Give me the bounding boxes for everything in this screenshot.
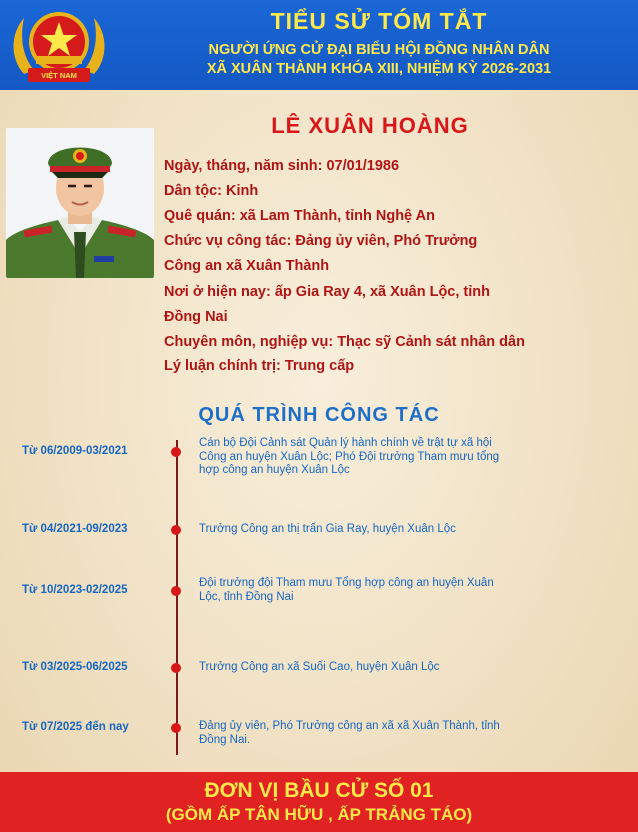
timeline-description-line: hợp công an huyện Xuân Lộc <box>199 464 350 476</box>
timeline-description-line: Đảng ủy viên, Phó Trưởng công an xã xã Xuân Thành, tỉnh <box>199 720 500 732</box>
candidate-portrait <box>6 128 154 278</box>
timeline-period: Từ 06/2009-03/2021 <box>22 445 128 457</box>
info-residence-line1: Nơi ở hiện nay: ấp Gia Ray 4, xã Xuân Lộc, tỉnh <box>164 284 490 300</box>
timeline-dot <box>171 525 181 535</box>
national-emblem-icon <box>6 4 112 86</box>
timeline-line <box>176 440 178 755</box>
timeline-description <box>199 437 609 478</box>
info-position-line1: Chức vụ công tác: Đảng ủy viên, Phó Trưởng <box>164 233 478 249</box>
info-expertise: Chuyên môn, nghiệp vụ: Thạc sỹ Cảnh sát nhân dân <box>164 334 525 350</box>
electoral-unit-areas: (GỒM ẤP TÂN HỮU , ẤP TRẢNG TÁO) <box>165 805 473 824</box>
timeline-period: Từ 10/2023-02/2025 <box>22 584 128 596</box>
timeline-dot <box>171 663 181 673</box>
timeline-dot <box>171 586 181 596</box>
timeline-description-line: Trưởng Công an xã Suối Cao, huyện Xuân Lộc <box>199 661 440 673</box>
document-subtitle-line2: XÃ XUÂN THÀNH KHÓA XIII, NHIỆM KỲ 2026-2031 <box>206 61 552 77</box>
timeline-description <box>199 720 609 747</box>
timeline-description-line: Đội trưởng đội Tham mưu Tổng hợp công an huyện Xuân <box>199 577 494 589</box>
document-subtitle-line1: NGƯỜI ỨNG CỬ ĐẠI BIỂU HỘI ĐỒNG NHÂN DÂN <box>208 42 550 58</box>
electoral-unit-title: ĐƠN VỊ BẦU CỬ SỐ 01 <box>204 779 434 802</box>
timeline-period: Từ 03/2025-06/2025 <box>22 661 128 673</box>
timeline-description <box>199 523 609 537</box>
emblem-text: VIỆT NAM <box>41 71 77 80</box>
header-banner <box>0 0 638 90</box>
timeline-description-line: Trưởng Công an thị trấn Gia Ray, huyện Xuân Lộc <box>199 523 456 535</box>
timeline-description <box>199 661 609 675</box>
info-position-line2: Công an xã Xuân Thành <box>164 258 330 274</box>
candidate-name: LÊ XUÂN HOÀNG <box>271 113 469 138</box>
timeline-description-line: Lộc, tỉnh Đồng Nai <box>199 590 294 603</box>
document-title: TIỂU SỬ TÓM TẮT <box>270 8 488 34</box>
timeline-dot <box>171 723 181 733</box>
info-ethnicity: Dân tộc: Kinh <box>164 183 259 199</box>
timeline-dot <box>171 447 181 457</box>
info-birth-date: Ngày, tháng, năm sinh: 07/01/1986 <box>164 158 400 174</box>
timeline-period: Từ 07/2025 đến nay <box>22 721 129 733</box>
info-hometown: Quê quán: xã Lam Thành, tỉnh Nghệ An <box>164 208 435 224</box>
info-political-theory: Lý luận chính trị: Trung cấp <box>164 358 355 374</box>
timeline-period: Từ 04/2021-09/2023 <box>22 523 128 535</box>
info-residence-line2: Đồng Nai <box>164 309 228 325</box>
timeline-description-line: Công an huyện Xuân Lộc; Phó Đội trưởng Tham mưu tổng <box>199 450 500 463</box>
timeline-description-line: Cán bộ Đội Cảnh sát Quản lý hành chính về trật tự xã hội <box>199 437 492 449</box>
timeline-description-line: Đồng Nai. <box>199 733 251 746</box>
work-history-title: QUÁ TRÌNH CÔNG TÁC <box>198 404 440 426</box>
timeline-description <box>199 577 609 604</box>
